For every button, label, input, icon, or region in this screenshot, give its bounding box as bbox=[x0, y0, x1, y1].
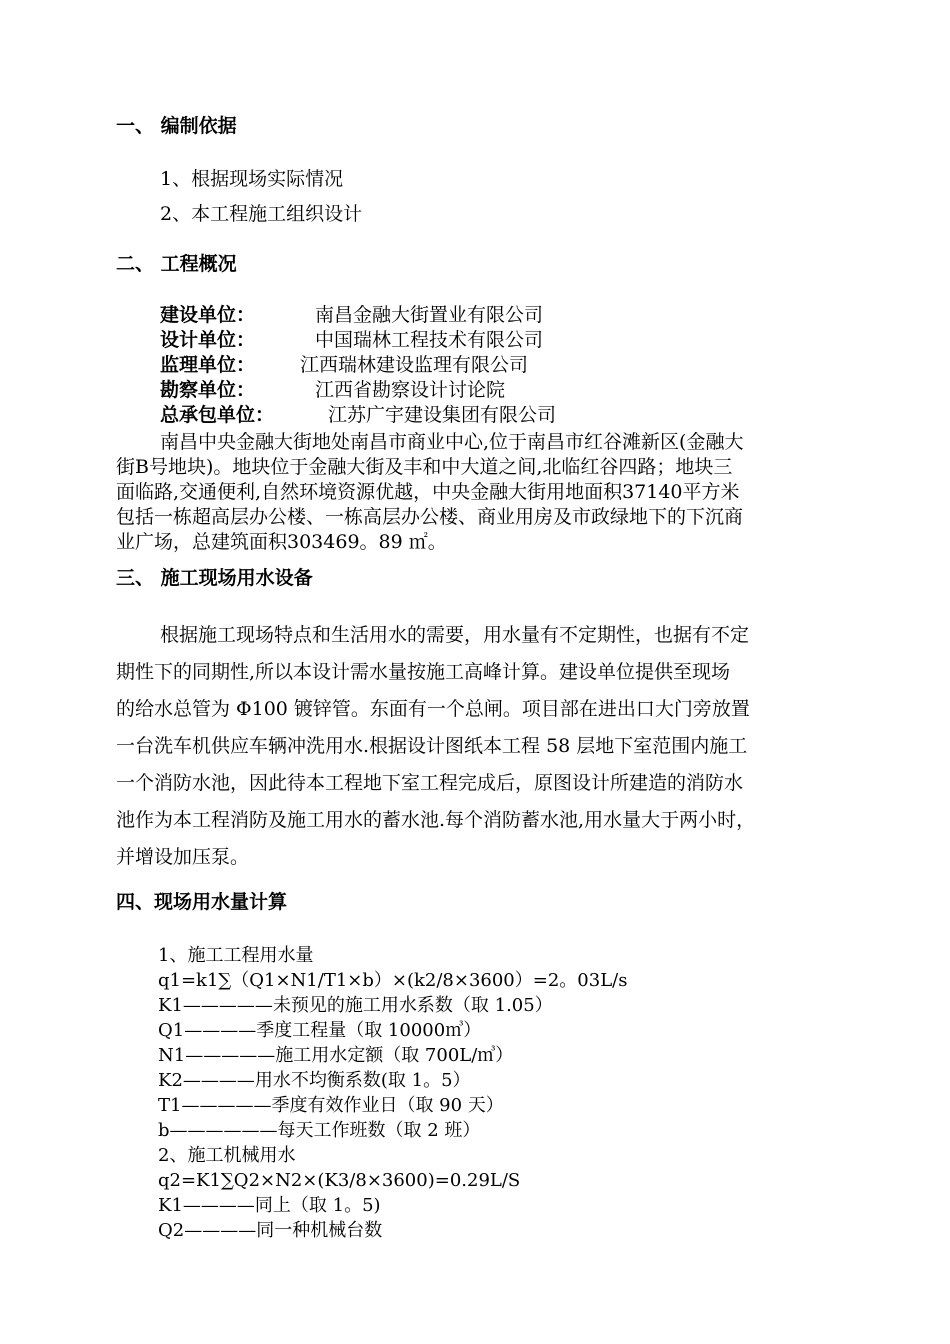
calc-line: Q2————同一种机械台数 bbox=[158, 1220, 383, 1241]
calc-formula: q2=K1∑Q2×N2×(K3/8×3600)=0.29L/S bbox=[158, 1170, 521, 1191]
section-4-title: 四、现场用水量计算 bbox=[116, 891, 288, 913]
paragraph-line: 池作为本工程消防及施工用水的蓄水池.每个消防蓄水池,用水量大于两小时， bbox=[116, 809, 756, 831]
calc-subheading: 1、施工工程用水量 bbox=[158, 945, 314, 966]
info-value: 江西省勘察设计讨论院 bbox=[315, 379, 506, 401]
paragraph-line: 业广场，总建筑面积303469。89 ㎡。 bbox=[116, 531, 447, 553]
paragraph-line: 一台洗车机供应车辆冲洗用水.根据设计图纸本工程 58 层地下室范围内施工 bbox=[116, 735, 748, 757]
calc-line: K1—————未预见的施工用水系数（取 1.05） bbox=[158, 995, 553, 1016]
info-row-survey-unit bbox=[160, 378, 505, 402]
info-label: 勘察单位： bbox=[160, 379, 256, 401]
calc-line: K2————用水不均衡系数(取 1。5） bbox=[158, 1070, 471, 1091]
section-3-title: 三、 施工现场用水设备 bbox=[116, 567, 313, 589]
paragraph-line: 一个消防水池，因此待本工程地下室工程完成后，原图设计所建造的消防水 bbox=[116, 772, 744, 794]
info-value: 中国瑞林工程技术有限公司 bbox=[315, 329, 544, 351]
calc-line: b——————每天工作班数（取 2 班） bbox=[158, 1120, 481, 1141]
paragraph-line: 包括一栋超高层办公楼、一栋高层办公楼、商业用房及市政绿地下的下沉商 bbox=[116, 506, 744, 528]
info-label: 监理单位： bbox=[160, 354, 256, 376]
calc-formula: q1=k1∑（Q1×N1/T1×b）×(k2/8×3600）=2。03L/s bbox=[158, 970, 628, 991]
info-label: 总承包单位： bbox=[160, 404, 275, 426]
calc-subheading: 2、施工机械用水 bbox=[158, 1145, 296, 1166]
project-overview-paragraph bbox=[116, 430, 876, 555]
info-row-design-unit bbox=[160, 328, 543, 352]
calc-line: Q1————季度工程量（取 10000㎥） bbox=[158, 1020, 482, 1041]
calc-line: N1—————施工用水定额（取 700L/㎥） bbox=[158, 1045, 514, 1066]
paragraph-line: 的给水总管为 Φ100 镀锌管。东面有一个总闸。项目部在进出口大门旁放置 bbox=[116, 698, 750, 720]
basis-item-2: 2、本工程施工组织设计 bbox=[160, 203, 363, 225]
info-label: 建设单位： bbox=[160, 304, 256, 326]
section-1-title: 一、 编制依据 bbox=[116, 115, 237, 137]
info-value: 南昌金融大街置业有限公司 bbox=[315, 304, 544, 326]
info-value: 江西瑞林建设监理有限公司 bbox=[300, 354, 529, 376]
basis-item-1: 1、根据现场实际情况 bbox=[160, 168, 344, 190]
section-2-title: 二、 工程概况 bbox=[116, 253, 237, 275]
water-calculation bbox=[158, 943, 627, 1243]
paragraph-line: 街B号地块)。地块位于金融大街及丰和中大道之间,北临红谷四路；地块三 bbox=[116, 456, 733, 478]
paragraph-line: 并增设加压泵。 bbox=[116, 846, 250, 868]
info-label: 设计单位： bbox=[160, 329, 256, 351]
paragraph-line: 南昌中央金融大街地处南昌市商业中心,位于南昌市红谷滩新区(金融大 bbox=[160, 431, 744, 453]
info-row-general-contractor bbox=[160, 403, 556, 427]
paragraph-line: 期性下的同期性,所以本设计需水量按施工高峰计算。建设单位提供至现场 bbox=[116, 661, 731, 683]
info-row-supervision-unit bbox=[160, 353, 528, 377]
paragraph-line: 面临路,交通便利,自然环境资源优越，中央金融大街用地面积37140平方米 bbox=[116, 481, 740, 503]
info-row-construction-unit bbox=[160, 303, 543, 327]
calc-line: T1—————季度有效作业日（取 90 天） bbox=[158, 1095, 504, 1116]
water-equipment-paragraph bbox=[116, 617, 886, 876]
paragraph-line: 根据施工现场特点和生活用水的需要，用水量有不定期性，也据有不定 bbox=[160, 624, 750, 646]
calc-line: K1————同上（取 1。5) bbox=[158, 1195, 381, 1216]
info-value: 江苏广宇建设集团有限公司 bbox=[328, 404, 557, 426]
